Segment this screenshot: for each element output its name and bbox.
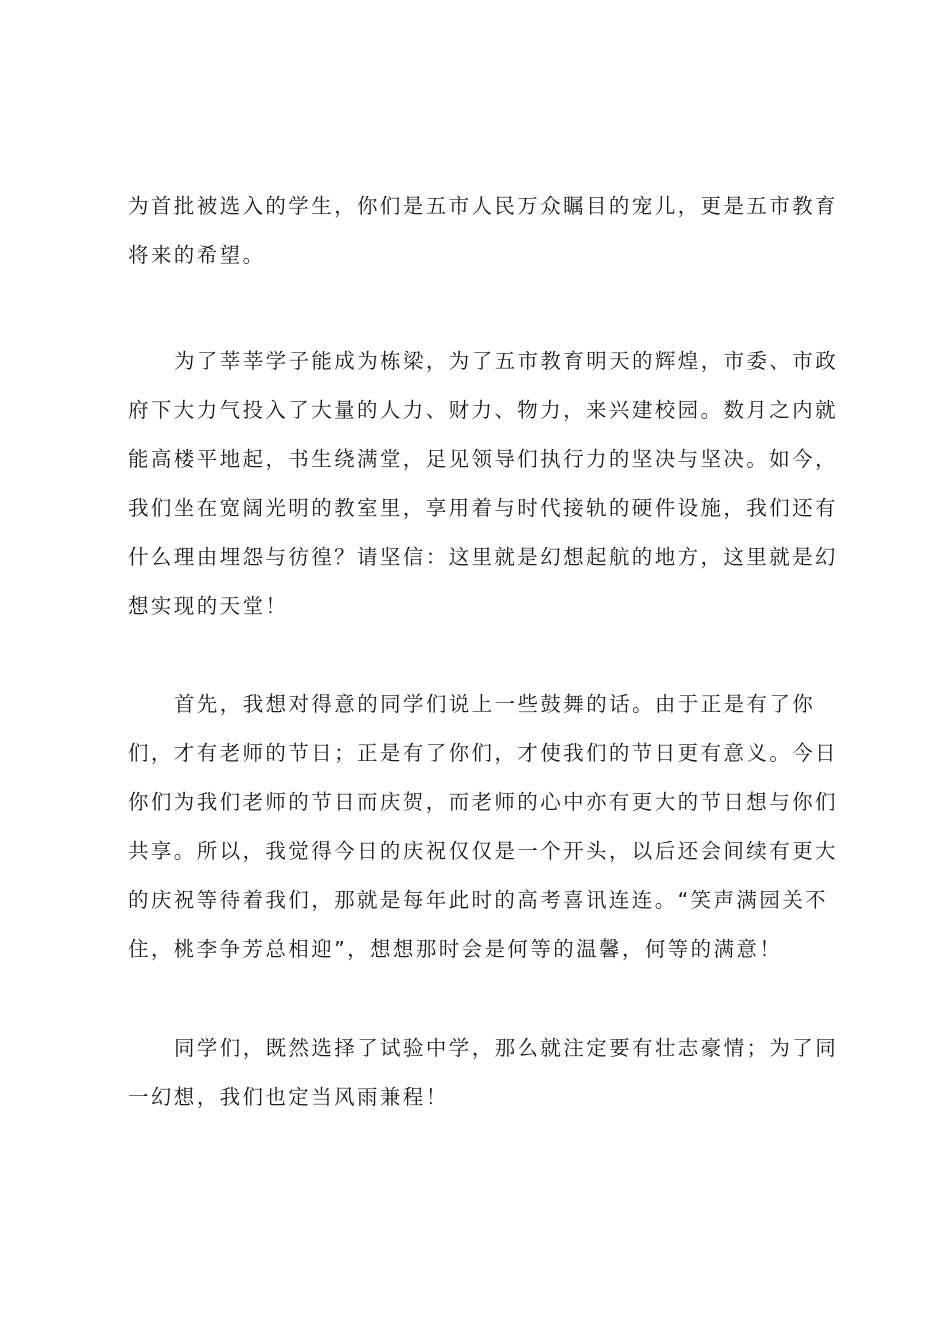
- text-line: 为首批被选入的学生，你们是五市人民万众瞩目的宠儿，更是五市教育: [128, 194, 838, 218]
- text-line: 你们为我们老师的节日而庆贺，而老师的心中亦有更大的节日想与你们: [128, 790, 838, 814]
- text-line: 首先，我想对得意的同学们说上一些鼓舞的话。由于正是有了你: [174, 692, 816, 716]
- text-line: 为了莘莘学子能成为栋梁，为了五市教育明天的辉煌，市委、市政: [174, 349, 839, 373]
- text-line: 什么理由埋怨与彷徨？请坚信：这里就是幻想起航的地方，这里就是幻: [128, 545, 838, 569]
- text-line: 一幻想，我们也定当风雨兼程！: [128, 1085, 449, 1109]
- text-line: 能高楼平地起，书生绕满堂，足见领导们执行力的坚决与坚决。如今，: [128, 447, 838, 471]
- text-line: 的庆祝等待着我们，那就是每年此时的高考喜讯连连。“笑声满园关不: [128, 888, 829, 912]
- text-line: 共享。所以，我觉得今日的庆祝仅仅是一个开头，以后还会间续有更大: [128, 839, 838, 863]
- text-line: 住，桃李争芳总相迎”，想想那时会是何等的温馨，何等的满意！: [128, 937, 783, 961]
- text-line: 将来的希望。: [128, 243, 266, 267]
- text-line: 府下大力气投入了大量的人力、财力、物力，来兴建校园。数月之内就: [128, 398, 838, 422]
- text-line: 同学们，既然选择了试验中学，那么就注定要有壮志豪情；为了同: [174, 1036, 839, 1060]
- paragraph-2: [128, 337, 838, 631]
- paragraph-3: [128, 680, 838, 974]
- text-line: 想实现的天堂！: [128, 594, 289, 618]
- paragraph-1: [128, 182, 838, 280]
- text-line: 我们坐在宽阔光明的教室里，享用着与时代接轨的硬件设施，我们还有: [128, 496, 838, 520]
- text-line: 们，才有老师的节日；正是有了你们，才使我们的节日更有意义。今日: [128, 741, 838, 765]
- paragraph-4: [128, 1024, 838, 1122]
